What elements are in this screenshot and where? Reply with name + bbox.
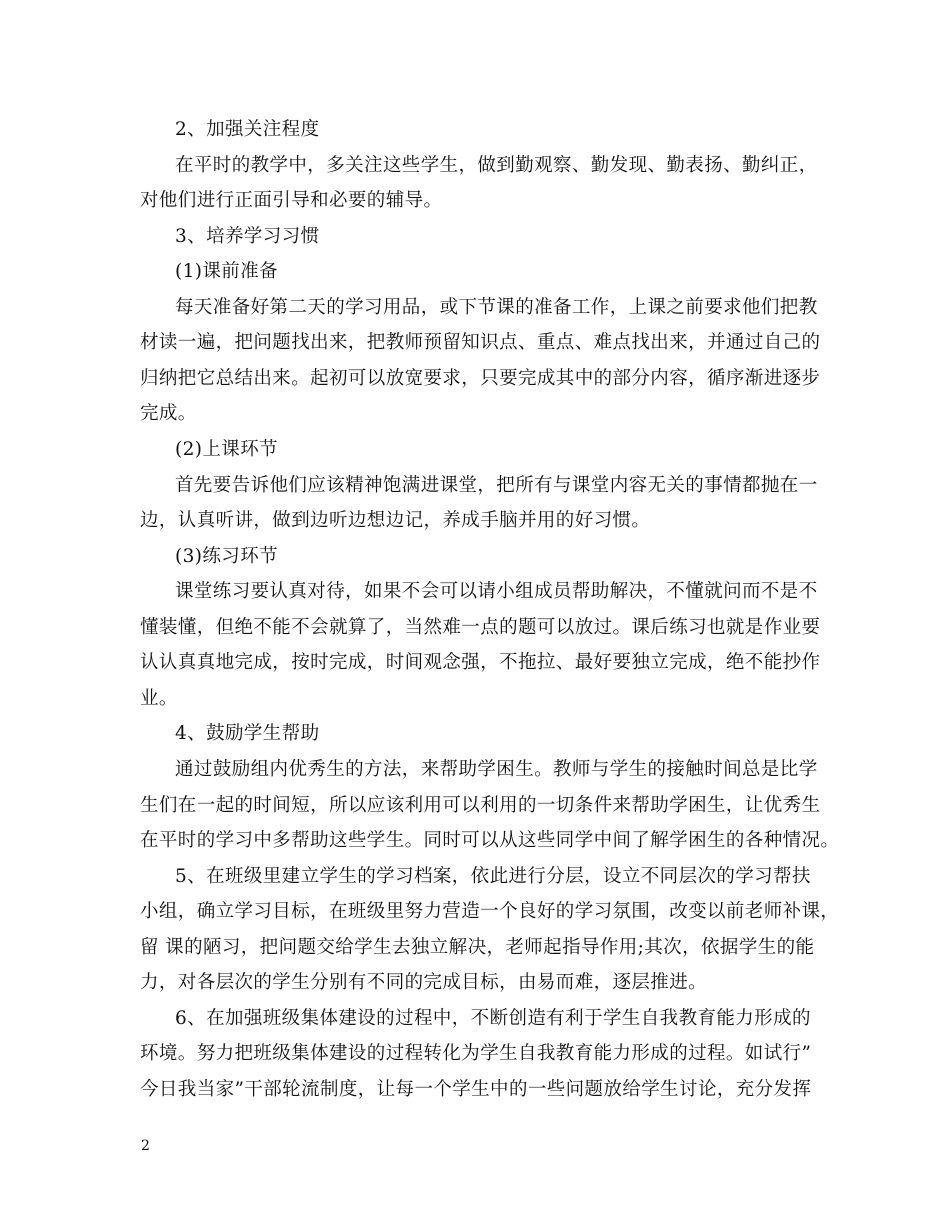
paragraph-line: 完成。 — [140, 403, 197, 424]
heading-2-strengthen-attention: 2、加强关注程度 — [175, 119, 320, 140]
subheading-practice-section: (3)练习环节 — [175, 546, 279, 567]
subheading-preparation: (1)课前准备 — [175, 261, 279, 282]
paragraph-line: 课堂练习要认真对待，如果不会可以请小组成员帮助解决，不懂就问而不是不 — [175, 581, 818, 602]
subheading-class-section: (2)上课环节 — [175, 439, 279, 460]
heading-3-study-habits: 3、培养学习习惯 — [175, 226, 320, 247]
paragraph-line: 对他们进行正面引导和必要的辅导。 — [140, 190, 443, 211]
paragraph-line: 归纳把它总结出来。起初可以放宽要求，只要完成其中的部分内容，循序渐进逐步 — [140, 368, 821, 389]
paragraph-line: 生们在一起的时间短，所以应该利用可以利用的一切条件来帮助学困生，让优秀生 — [140, 795, 821, 816]
paragraph-line: 懂装懂，但绝不能不会就算了，当然难一点的题可以放过。课后练习也就是作业要 — [140, 617, 821, 638]
paragraph-5-line: 5、在班级里建立学生的学习档案，依此进行分层，设立不同层次的学习帮扶 — [175, 866, 811, 887]
paragraph-line: 通过鼓励组内优秀生的方法，来帮助学困生。教师与学生的接触时间总是比学 — [175, 759, 818, 780]
paragraph-line: 认认真真地完成，按时完成，时间观念强，不拖拉、最好要独立完成，绝不能抄作 — [140, 652, 821, 673]
paragraph-line: 边，认真听讲，做到边听边想边记，养成手脑并用的好习惯。 — [140, 510, 651, 531]
paragraph-line: 材读一遍，把问题找出来，把教师预留知识点、重点、难点找出来，并通过自己的 — [140, 332, 821, 353]
paragraph-line: 业。 — [140, 688, 178, 709]
paragraph-line: 在平时的教学中，多关注这些学生，做到勤观察、勤发现、勤表扬、勤纠正， — [175, 155, 818, 176]
paragraph-line: 每天准备好第二天的学习用品，或下节课的准备工作，上课之前要求他们把教 — [175, 297, 818, 318]
paragraph-line: 首先要告诉他们应该精神饱满进课堂，把所有与课堂内容无关的事情都抛在一 — [175, 475, 818, 496]
heading-4-encourage-help: 4、鼓励学生帮助 — [175, 723, 320, 744]
paragraph-line: 今日我当家”干部轮流制度，让每一个学生中的一些问题放给学生讨论，充分发挥 — [140, 1079, 812, 1100]
paragraph-line: 力，对各层次的学生分别有不同的完成目标，由易而难，逐层推进。 — [140, 972, 708, 993]
paragraph-6-line: 6、在加强班级集体建设的过程中，不断创造有利于学生自我教育能力形成的 — [175, 1008, 811, 1029]
paragraph-line: 留 课的陋习，把问题交给学生去独立解决，老师起指导作用;其次，依据学生的能 — [140, 937, 815, 958]
page-number: 2 — [141, 1138, 150, 1154]
paragraph-line: 小组，确立学习目标，在班级里努力营造一个良好的学习氛围，改变以前老师补课， — [140, 901, 840, 922]
paragraph-line: 在平时的学习中多帮助这些学生。同时可以从这些同学中间了解学困生的各种情况。 — [140, 830, 840, 851]
paragraph-line: 环境。努力把班级集体建设的过程转化为学生自我教育能力形成的过程。如试行” — [140, 1043, 812, 1064]
